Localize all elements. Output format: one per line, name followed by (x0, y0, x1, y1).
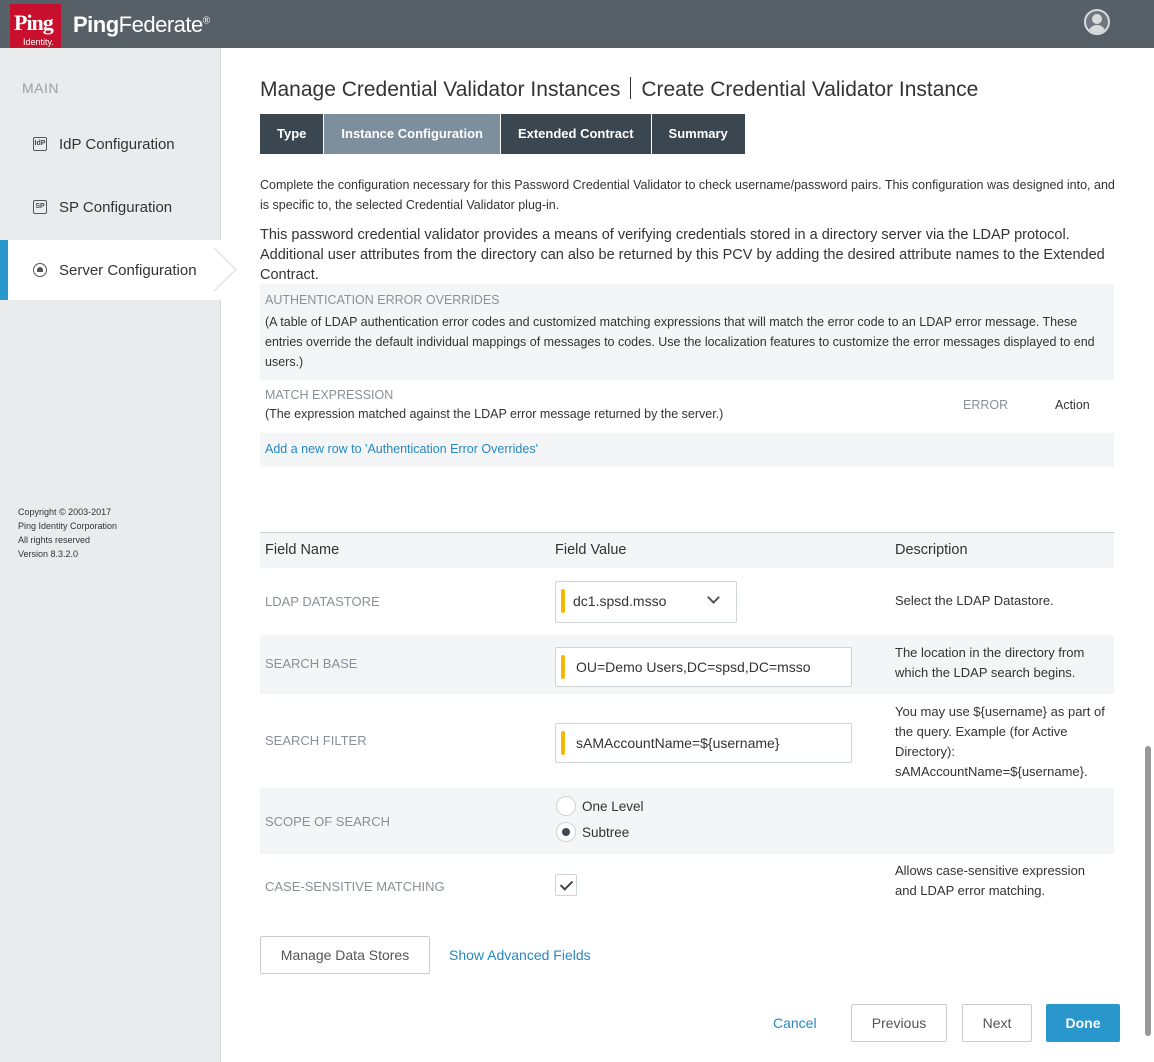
logo-subtext: Identity. (23, 37, 54, 47)
case-sensitive-checkbox[interactable] (555, 874, 577, 896)
copyright-block: Copyright © 2003-2017 Ping Identity Corporation All rights reserved Version 8.3.2.0 (18, 507, 118, 559)
field-table-header (260, 533, 1114, 568)
row-case-sensitive-matching (260, 854, 1114, 916)
field-label: LDAP DATASTORE (265, 594, 380, 609)
column-match-expression: MATCH EXPRESSION (265, 388, 394, 402)
logo-text: Ping (14, 10, 53, 35)
page-title (260, 77, 978, 102)
search-base-input[interactable]: OU=Demo Users,DC=spsd,DC=msso (555, 647, 852, 687)
add-override-row-link[interactable]: Add a new row to 'Authentication Error Overrides' (265, 442, 538, 456)
breadcrumb-current: Create Credential Validator Instance (641, 78, 979, 101)
header-field-name: Field Name (265, 542, 340, 558)
field-label: SEARCH FILTER (265, 733, 367, 748)
sidebar-item-label: SP Configuration (59, 198, 173, 216)
field-label: CASE-SENSITIVE MATCHING (265, 879, 445, 894)
manage-data-stores-button[interactable]: Manage Data Stores (260, 936, 430, 974)
user-avatar-icon[interactable] (1084, 9, 1110, 35)
idp-icon: IdP (33, 137, 47, 151)
field-description: Allows case-sensitive expression and LDAP error matching. (895, 863, 1086, 898)
tab-extended-contract[interactable]: Extended Contract (501, 114, 652, 154)
tab-instance-configuration[interactable]: Instance Configuration (324, 114, 501, 154)
ping-identity-logo[interactable] (10, 4, 61, 52)
top-bar (0, 0, 1154, 48)
required-marker (561, 655, 565, 679)
search-filter-input[interactable]: sAMAccountName=${username} (555, 723, 852, 763)
breadcrumb-parent: Manage Credential Validator Instances (260, 78, 621, 101)
sp-icon: SP (33, 200, 47, 214)
vertical-scrollbar[interactable] (1145, 746, 1151, 1036)
intro-text: Complete the configuration necessary for this Password Credential Validator to check username/password pairs. This configuration was designed into, and is specific to, the selected Credential Validator plug-in. (260, 178, 1115, 212)
sidebar-item-sp-configuration[interactable] (0, 177, 221, 237)
column-action: Action (1055, 398, 1090, 412)
overrides-table-header (260, 380, 1114, 433)
server-icon (33, 263, 47, 277)
wizard-tabs (260, 114, 746, 154)
radio-label-subtree[interactable]: Subtree (582, 825, 630, 840)
field-table (260, 532, 1114, 916)
auth-error-overrides-panel (260, 284, 1114, 467)
field-description: You may use ${username} as part of the query. Example (for Active Directory): sAMAccountName=${username}. (895, 704, 1105, 779)
header-field-value: Field Value (555, 542, 627, 558)
sidebar-item-label: IdP Configuration (59, 135, 175, 153)
ldap-datastore-select[interactable]: dc1.spsd.msso (555, 581, 737, 623)
required-marker (561, 731, 565, 755)
sidebar (0, 48, 221, 1062)
row-search-filter (260, 694, 1114, 788)
radio-label-one-level[interactable]: One Level (582, 799, 644, 814)
sidebar-item-label: Server Configuration (59, 261, 197, 279)
field-description: The location in the directory from which the LDAP search begins. (895, 645, 1085, 680)
column-match-expression-desc: (The expression matched against the LDAP error message returned by the server.) (265, 407, 724, 421)
chevron-down-icon (707, 591, 720, 604)
header-description: Description (895, 542, 968, 558)
title-separator (630, 77, 631, 99)
tab-summary[interactable]: Summary (652, 114, 746, 154)
required-marker (561, 589, 565, 613)
row-scope-of-search (260, 788, 1114, 854)
radio-subtree[interactable] (556, 822, 576, 842)
overrides-heading: AUTHENTICATION ERROR OVERRIDES (265, 293, 500, 307)
radio-one-level[interactable] (556, 796, 576, 816)
row-search-base (260, 635, 1114, 694)
sidebar-section-label: MAIN (22, 80, 59, 96)
overrides-description: (A table of LDAP authentication error codes and customized matching expressions that will match the error code to an LDAP error message. These entries override the default individual mappings of messages to codes. Use the localization features to customize the error messages displayed to end users.) (265, 315, 1095, 369)
validator-description: This password credential validator provides a means of verifying credentials stored in a directory server via the LDAP protocol. Additional user attributes from the directory can also be returned by this PCV by adding the desired attribute names to the Extended Contract. (260, 227, 1105, 283)
product-name: PingFederate® (73, 12, 210, 37)
previous-button[interactable]: Previous (851, 1004, 947, 1042)
show-advanced-fields-link[interactable]: Show Advanced Fields (449, 947, 591, 963)
column-error: ERROR (963, 398, 1009, 412)
sidebar-item-idp-configuration[interactable] (0, 114, 221, 174)
sidebar-item-server-configuration[interactable] (0, 240, 221, 300)
done-button[interactable]: Done (1046, 1004, 1120, 1042)
cancel-link[interactable]: Cancel (773, 1015, 817, 1031)
field-label: SEARCH BASE (265, 656, 358, 671)
row-ldap-datastore (260, 568, 1114, 635)
field-label: SCOPE OF SEARCH (265, 814, 390, 829)
field-description: Select the LDAP Datastore. (895, 593, 1054, 608)
next-button[interactable]: Next (962, 1004, 1032, 1042)
tab-type[interactable]: Type (260, 114, 324, 154)
